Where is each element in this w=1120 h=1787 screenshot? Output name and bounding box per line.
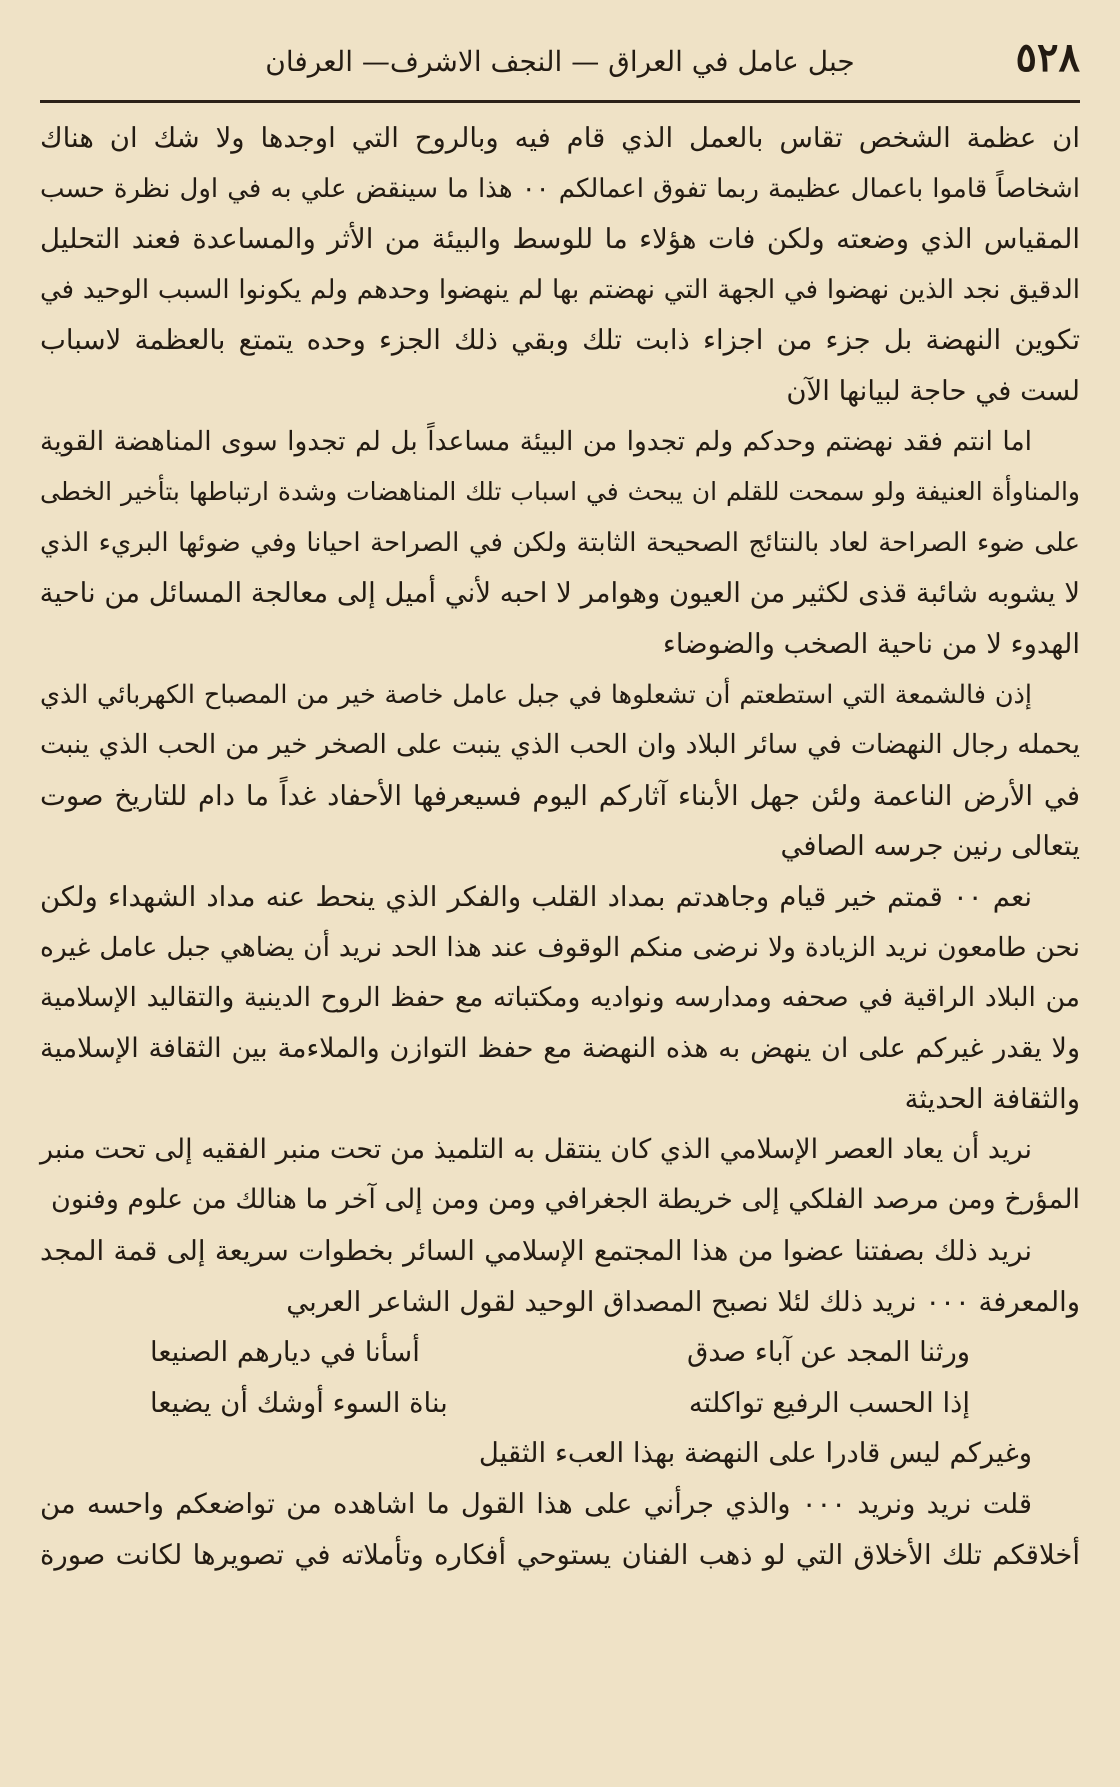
verse-line: [40, 1327, 1080, 1378]
verse-line: [40, 1378, 1080, 1429]
verse-second-hemistich: أسأنا في ديارهم الصنيعا: [150, 1336, 420, 1369]
text-line: ان عظمة الشخص تقاس بالعمل الذي قام فيه وبالروح التي اوجدها ولا شك ان هناك: [40, 122, 1080, 154]
text-line: نريد ذلك بصفتنا عضوا من هذا المجتمع الإسلامي السائر بخطوات سريعة إلى قمة المجد: [40, 1235, 1032, 1268]
running-title: جبل عامل في العراق — النجف الاشرف— العرفان: [265, 45, 855, 78]
text-line: يحمله رجال النهضات في سائر البلاد وان الحب الذي ينبت على الصخر خير من الحب الذي ينبت: [40, 729, 1080, 761]
text-line: تكوين النهضة بل جزء من اجزاء ذابت تلك وبقي ذلك الجزء وحده يتمتع بالعظمة لاسباب: [40, 324, 1080, 357]
text-line: المقياس الذي وضعته ولكن فات هؤلاء ما للوسط والبيئة من الأثر والمساعدة فعند التحليل: [40, 223, 1080, 256]
page-number: ٥٢٨: [1015, 34, 1080, 81]
paragraph-3: [40, 670, 1080, 872]
text-line: اشخاصاً قاموا باعمال عظيمة ربما تفوق اعمالكم ٠٠ هذا ما سينقض علي به في اول نظرة حسب: [40, 173, 1080, 204]
text-line: لا يشوبه شائبة قذى لكثير من العيون وهوامر لا احبه لأني أميل إلى معالجة المسائل من ناحية: [39, 577, 1080, 610]
verse-second-hemistich: بناة السوء أوشك أن يضيعا: [150, 1386, 448, 1419]
text-line: نعم ٠٠ قمتم خير قيام وجاهدتم بمداد القلب والفكر الذي ينحط عنه مداد الشهداء ولكن: [40, 880, 1032, 913]
text-line: والمعرفة ٠٠٠ نريد ذلك لئلا نصبح المصداق الوحيد لقول الشاعر العربي: [286, 1285, 1080, 1318]
verse-first-hemistich: ورثنا المجد عن آباء صدق: [686, 1336, 970, 1369]
text-line: في الأرض الناعمة ولئن جهل الأبناء آثاركم اليوم فسيعرفها الأحفاد غداً ما دام للتاريخ صوت: [40, 779, 1080, 812]
text-line: نريد أن يعاد العصر الإسلامي الذي كان ينتقل به التلميذ من تحت منبر الفقيه إلى تحت منبر: [40, 1133, 1032, 1165]
text-line: اما انتم فقد نهضتم وحدكم ولم تجدوا من البيئة مساعداً بل لم تجدوا سوى المناهضة القوية: [40, 425, 1032, 457]
article-body: [40, 113, 1080, 1580]
text-line: أخلاقكم تلك الأخلاق التي لو ذهب الفنان يستوحي أفكاره وتأملاته في تصويرها لكانت صورة: [40, 1538, 1080, 1571]
text-line: من البلاد الراقية في صحفه ومدارسه ونواديه ومكتباته مع حفظ الروح الدينية والتقاليد الإسلامية: [40, 982, 1080, 1014]
text-line: لست في حاجة لبيانها الآن: [786, 374, 1080, 407]
verse-first-hemistich: إذا الحسب الرفيع تواكلته: [688, 1386, 970, 1419]
closing-paragraph: [40, 1479, 1080, 1580]
text-line: وغيركم ليس قادرا على النهضة بهذا العبء الثقيل: [478, 1437, 1032, 1470]
text-line: المؤرخ ومن مرصد الفلكي إلى خريطة الجغرافي ومن ومن إلى آخر ما هنالك من علوم وفنون: [50, 1184, 1080, 1216]
text-line: يتعالى رنين جرسه الصافي: [780, 830, 1080, 863]
paragraph-5: [40, 1125, 1080, 1226]
paragraph-4: [40, 872, 1080, 1125]
text-line: على ضوء الصراحة لعاد بالنتائج الصحيحة الثابتة ولكن في الصراحة احيانا وفي ضوئها البريء الذي: [40, 527, 1080, 558]
header-rule: [40, 100, 1080, 103]
text-line: الهدوء لا من ناحية الصخب والضوضاء: [662, 627, 1080, 660]
text-line: الدقيق نجد الذين نهضوا في الجهة التي نهضتم بها لم ينهضوا وحدهم ولم يكونوا السبب الوحيد في: [40, 274, 1080, 305]
text-line: والثقافة الحديثة: [904, 1083, 1080, 1116]
text-line: إذن فالشمعة التي استطعتم أن تشعلوها في جبل عامل خاصة خير من المصباح الكهربائي الذي: [40, 679, 1032, 710]
paragraph-2: [40, 417, 1080, 670]
after-verse-paragraph: [40, 1428, 1080, 1479]
text-line: ولا يقدر غيركم على ان ينهض به هذه النهضة مع حفظ التوازن والملاءمة بين الثقافة الإسلامية: [40, 1032, 1080, 1064]
text-line: والمناوأة العنيفة ولو سمحت للقلم ان يبحث في اسباب تلك المناهضات وشدة ارتباطها بتأخير الخطى: [40, 477, 1080, 507]
paragraph-1: [40, 113, 1080, 417]
page-header: [40, 34, 1080, 96]
text-line: نحن طامعون نريد الزيادة ولا نرضى منكم الوقوف عند هذا الحد نريد أن يضاهي جبل عامل غيره: [40, 931, 1080, 963]
poem-verses: [40, 1327, 1080, 1428]
text-line: قلت نريد ونريد ٠٠٠ والذي جرأني على هذا القول ما اشاهده من تواضعكم واحسه من: [40, 1488, 1033, 1521]
paragraph-6: [40, 1226, 1080, 1327]
